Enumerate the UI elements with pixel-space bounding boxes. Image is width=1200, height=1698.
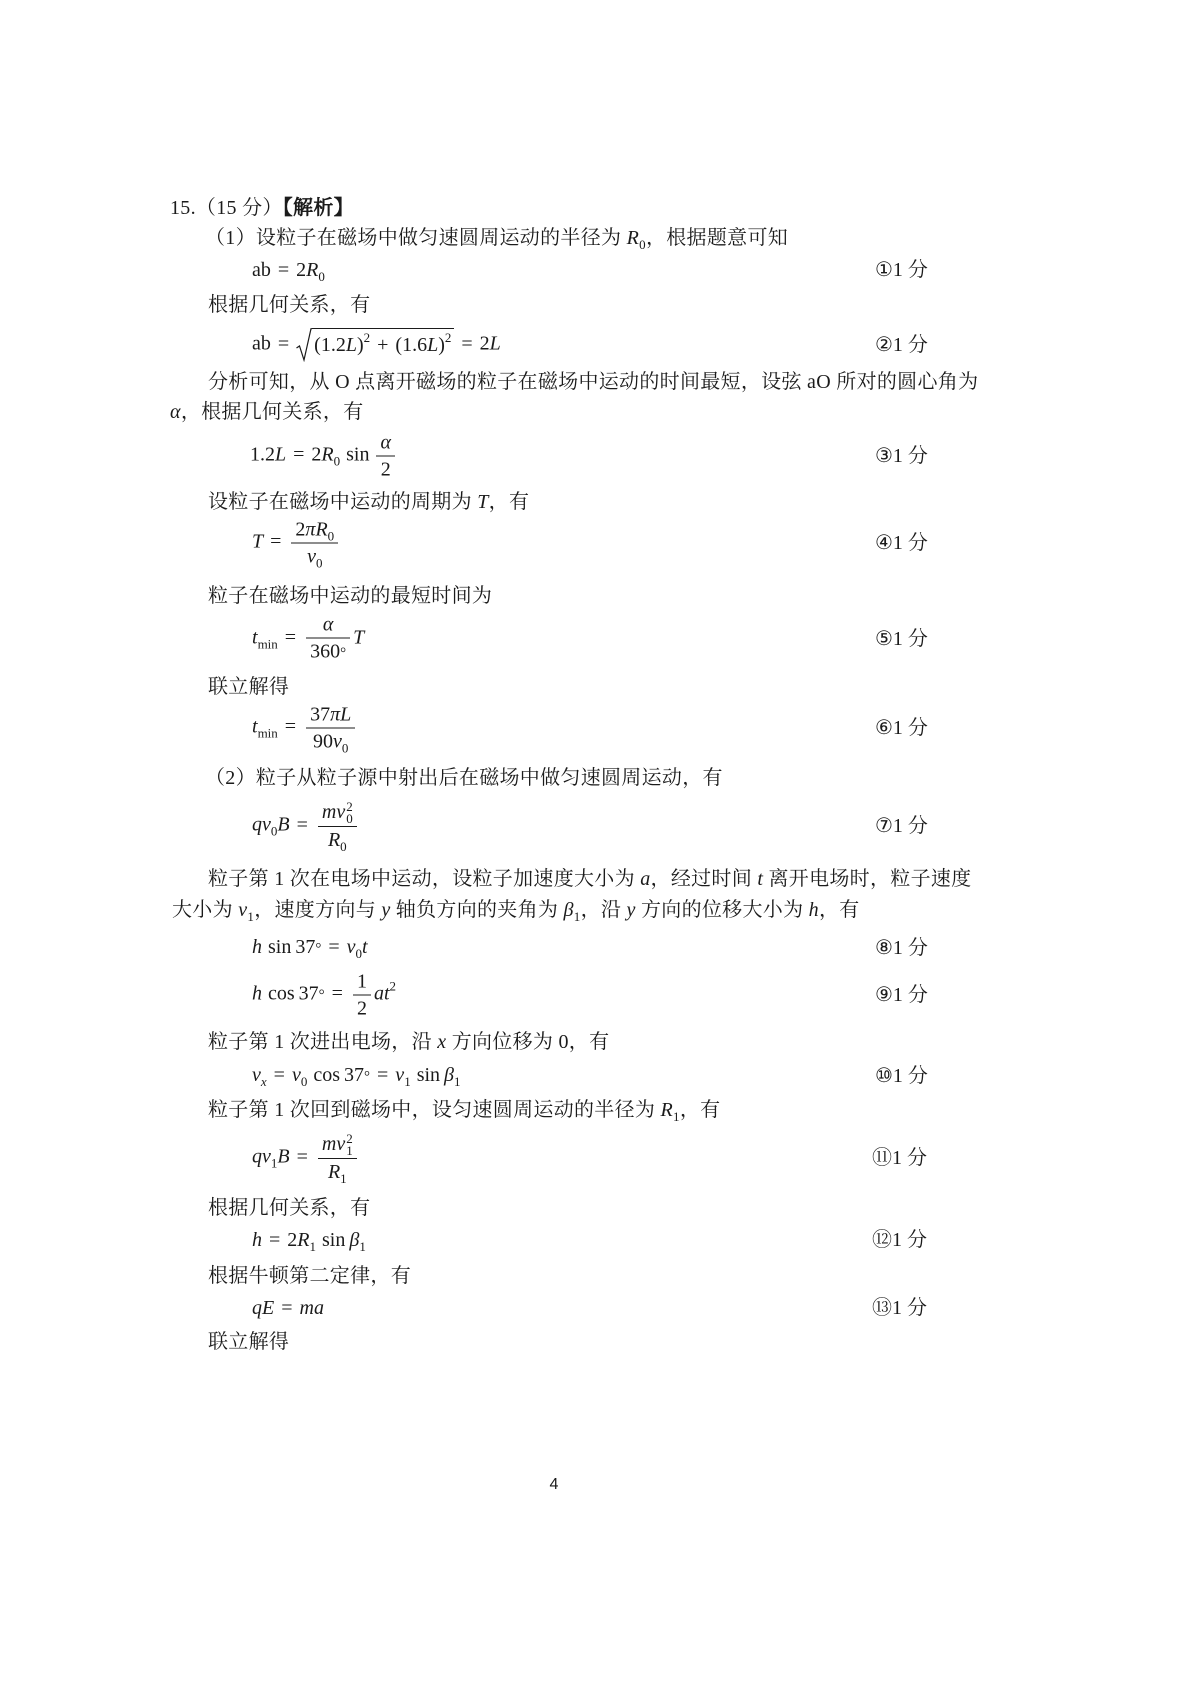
equation-5 <box>252 613 364 666</box>
intro-tail: ，根据题意可知 <box>645 227 789 249</box>
numerator <box>306 613 350 639</box>
score-mark-12: ⑫1 分 <box>872 1229 927 1251</box>
degree-sign: ° <box>315 941 322 957</box>
radius-variable: R <box>626 227 640 249</box>
note-text: 离开电场时，粒子速度 <box>763 868 972 890</box>
beta-variable: β <box>444 1064 454 1086</box>
denominator <box>306 639 350 666</box>
number: 2 <box>380 458 391 481</box>
velocity-variable: v <box>336 1133 346 1155</box>
velocity-variable: v <box>262 1145 271 1168</box>
equals-sign: = <box>277 332 290 355</box>
chord-ab: ab <box>252 259 271 281</box>
subscript: 1 <box>573 909 581 924</box>
axis-variable: y <box>626 899 636 921</box>
period-variable: T <box>353 626 365 649</box>
parenthesis: ) <box>356 334 364 356</box>
score-mark-4: ④1 分 <box>875 532 928 554</box>
geometry-note: 根据几何关系，有 <box>208 294 371 316</box>
equals-sign: = <box>328 936 340 958</box>
parenthesis-term: (1.6 <box>395 334 428 356</box>
score-mark-7: ⑦1 分 <box>875 815 928 837</box>
score-mark-6: ⑥1 分 <box>875 717 928 739</box>
fraction <box>353 970 371 1021</box>
acceleration-time-term: at <box>373 982 390 1005</box>
superscript-subscript <box>346 1133 353 1157</box>
analysis-tail: ，根据几何关系，有 <box>180 401 364 423</box>
function-cos: cos <box>313 1064 341 1086</box>
score-mark-5: ⑤1 分 <box>875 628 928 650</box>
angle-variable: α <box>170 401 181 423</box>
velocity-variable: v <box>346 936 356 958</box>
superscript: 2 <box>363 330 371 345</box>
velocity-variable: v <box>252 1064 261 1086</box>
numerator <box>318 1132 357 1159</box>
mass-variable: m <box>321 1133 337 1155</box>
fraction <box>318 800 357 852</box>
solve-note: 联立解得 <box>208 676 290 698</box>
radicand <box>312 328 454 362</box>
equals-sign: = <box>284 626 297 649</box>
subscript: 0 <box>333 453 341 469</box>
angle-value: 37 <box>298 982 319 1005</box>
score-mark-10: ⑩1 分 <box>875 1065 928 1087</box>
field-variable: B <box>277 813 290 836</box>
subscript: 0 <box>315 555 323 571</box>
period-text: 设粒子在磁场中运动的周期为 <box>208 491 478 513</box>
note-text: 大小为 <box>172 899 239 921</box>
time-variable: t <box>252 626 258 649</box>
acceleration-variable: a <box>640 868 651 890</box>
displacement-variable: h <box>808 899 819 921</box>
subscript: 1 <box>309 1239 316 1254</box>
subscript: 0 <box>346 811 353 826</box>
function-sin: sin <box>322 1229 346 1251</box>
axis-variable: x <box>437 1031 447 1053</box>
coefficient: 2 <box>479 332 490 355</box>
score-mark-1: ①1 分 <box>875 259 928 281</box>
function-sin: sin <box>268 936 292 958</box>
equation-12 <box>252 1227 366 1253</box>
number: 2 <box>356 997 367 1020</box>
superscript: 2 <box>444 330 452 345</box>
superscript: 2 <box>389 978 397 994</box>
equation-8 <box>252 934 368 962</box>
numerator <box>376 431 395 457</box>
note-text: ，经过时间 <box>650 868 758 890</box>
note-text: ，沿 <box>580 899 627 921</box>
equation-4 <box>252 518 341 569</box>
numerator <box>318 800 357 827</box>
period-tail: ，有 <box>488 491 530 513</box>
subscript: 0 <box>327 528 335 544</box>
note-text: 粒子第 1 次进出电场，沿 <box>208 1031 438 1053</box>
subscript: 0 <box>355 946 363 961</box>
subscript: 0 <box>300 1074 308 1089</box>
number: 1 <box>356 970 367 993</box>
subscript: 0 <box>318 269 325 284</box>
length-variable: L <box>345 334 357 356</box>
equals-sign: = <box>281 1297 293 1319</box>
degree-sign: ° <box>318 987 325 1004</box>
charge-variable: q <box>252 813 262 836</box>
subscript-min: min <box>257 725 278 741</box>
score-mark-2: ②1 分 <box>875 334 928 356</box>
equation-1 <box>252 257 325 283</box>
note-tail: 方向位移为 0，有 <box>446 1031 610 1053</box>
force-term: qE <box>252 1297 275 1319</box>
equation-9 <box>252 970 396 1021</box>
question-heading <box>170 195 354 221</box>
equation-11 <box>252 1132 360 1184</box>
time-variable: t <box>252 715 258 738</box>
score-mark-11: ⑪1 分 <box>872 1147 927 1169</box>
subscript-min: min <box>257 636 278 652</box>
analysis-line-2 <box>170 399 364 425</box>
radius-variable: R <box>321 443 334 466</box>
note-text: 粒子第 1 次在电场中运动，设粒子加速度大小为 <box>208 868 641 890</box>
angle-value: 37 <box>295 936 316 958</box>
min-time-note: 粒子在磁场中运动的最短时间为 <box>208 585 493 607</box>
numerator <box>291 518 338 544</box>
fraction <box>376 431 395 482</box>
equals-sign: = <box>284 715 297 738</box>
coefficient: 2 <box>287 1229 298 1251</box>
length-variable: L <box>427 334 439 356</box>
charge-variable: q <box>252 1145 262 1168</box>
note-text: 轴负方向的夹角为 <box>390 899 564 921</box>
question-number: 15. <box>170 197 196 219</box>
superscript-subscript <box>346 801 353 825</box>
x-displacement-note <box>208 1029 609 1055</box>
fraction <box>318 1132 357 1184</box>
coefficient: 90 <box>312 730 333 753</box>
degree-sign: ° <box>340 645 347 662</box>
numerator <box>306 703 355 729</box>
equation-13 <box>252 1295 324 1321</box>
radius-variable: R <box>327 1161 341 1183</box>
score-mark-8: ⑧1 分 <box>875 937 928 959</box>
solve-note-2: 联立解得 <box>208 1331 290 1353</box>
equals-sign: = <box>331 982 343 1005</box>
number: 1.2 <box>250 443 275 466</box>
subscript: 0 <box>340 839 347 854</box>
subscript: 0 <box>270 823 278 839</box>
subscript: 0 <box>341 740 349 756</box>
equation-6 <box>252 703 358 754</box>
equation-10 <box>252 1062 461 1090</box>
function-sin: sin <box>346 443 370 466</box>
field-variable: B <box>277 1145 290 1168</box>
question-total-score: （15 分） <box>195 197 283 219</box>
note-tail: ，有 <box>679 1099 721 1121</box>
velocity-variable: v <box>307 545 316 568</box>
coefficient: 2 <box>296 259 307 281</box>
equals-sign: = <box>296 813 308 836</box>
parenthesis-term: (1.2 <box>314 334 346 356</box>
subscript: 0 <box>639 237 646 252</box>
fraction <box>306 703 355 754</box>
part1-intro <box>205 225 788 251</box>
length-variable: L <box>340 703 352 726</box>
equals-sign: = <box>296 1145 308 1168</box>
superscript: 2 <box>346 799 353 814</box>
displacement-variable: h <box>252 982 262 1005</box>
geometry-note-2: 根据几何关系，有 <box>208 1197 371 1219</box>
return-note <box>208 1097 720 1123</box>
length-variable: L <box>275 443 287 466</box>
note-text: 方向的位移大小为 <box>635 899 809 921</box>
note-text: ，速度方向与 <box>254 899 382 921</box>
fraction <box>291 518 338 569</box>
radius-variable: R <box>327 829 341 851</box>
equals-sign: = <box>269 1229 281 1251</box>
square-root-sign <box>296 328 312 362</box>
subscript: 1 <box>359 1239 366 1254</box>
equation-2 <box>252 328 501 362</box>
denominator <box>306 729 355 754</box>
parenthesis: ) <box>438 334 445 356</box>
score-mark-9: ⑨1 分 <box>875 984 928 1006</box>
axis-variable: y <box>381 899 391 921</box>
subscript: 1 <box>340 1171 347 1186</box>
velocity-variable: v <box>238 899 248 921</box>
denominator <box>318 1159 357 1184</box>
velocity-variable: v <box>332 730 342 753</box>
velocity-variable: v <box>336 801 346 823</box>
radius-variable: R <box>660 1099 674 1121</box>
score-mark-13: ⑬1 分 <box>872 1297 927 1319</box>
pi-symbol: π <box>305 518 316 541</box>
square-root <box>296 328 454 362</box>
note-text: ，有 <box>818 899 860 921</box>
radius-variable: R <box>297 1229 310 1251</box>
velocity-variable: v <box>395 1064 405 1086</box>
subscript: 1 <box>247 909 255 924</box>
denominator <box>353 996 371 1021</box>
subscript: 1 <box>346 1143 353 1158</box>
angle-value: 37 <box>344 1064 365 1086</box>
velocity-variable: v <box>262 813 271 836</box>
length-variable: L <box>489 332 501 355</box>
analysis-label: 【解析】 <box>282 197 354 219</box>
equation-7 <box>252 800 360 852</box>
subscript: 1 <box>673 1109 680 1124</box>
equals-sign: = <box>461 332 473 355</box>
subscript: 1 <box>454 1074 461 1089</box>
note-text: 粒子第 1 次回到磁场中，设匀速圆周运动的半径为 <box>208 1099 661 1121</box>
superscript: 2 <box>346 1131 353 1146</box>
equals-sign: = <box>270 530 282 553</box>
coefficient: 2 <box>295 518 306 541</box>
period-variable: T <box>252 530 264 553</box>
page-number: 4 <box>549 1476 559 1493</box>
score-mark-3: ③1 分 <box>875 445 928 467</box>
equals-sign: = <box>277 259 290 281</box>
denominator <box>376 457 395 482</box>
mass-acceleration-term: ma <box>299 1297 324 1319</box>
time-variable: t <box>757 868 764 890</box>
period-variable: T <box>477 491 489 513</box>
beta-variable: β <box>349 1229 360 1251</box>
angle-variable: α <box>380 431 391 454</box>
newton-note: 根据牛顿第二定律，有 <box>208 1265 411 1287</box>
fraction <box>306 613 350 666</box>
denominator <box>291 544 338 569</box>
coefficient: 37 <box>310 703 331 726</box>
velocity-variable: v <box>291 1064 301 1086</box>
displacement-variable: h <box>252 1229 262 1251</box>
equals-sign: = <box>293 443 305 466</box>
chord-ab: ab <box>252 332 271 355</box>
angle-variable: α <box>322 613 334 636</box>
function-sin: sin <box>416 1064 441 1086</box>
pi-symbol: π <box>330 703 341 726</box>
displacement-variable: h <box>252 936 262 958</box>
plus-sign: + <box>377 334 389 356</box>
function-cos: cos <box>268 982 295 1005</box>
subscript: 1 <box>404 1074 411 1089</box>
coefficient: 2 <box>311 443 322 466</box>
numerator <box>353 970 371 996</box>
subscript: 1 <box>270 1155 278 1171</box>
subscript: x <box>260 1074 267 1089</box>
equation-3 <box>250 431 398 482</box>
electric-note-line-1 <box>208 866 972 892</box>
time-variable: t <box>362 936 368 958</box>
denominator <box>318 827 357 852</box>
degree-sign: ° <box>364 1069 371 1085</box>
analysis-line-1: 分析可知，从 O 点离开磁场的粒子在磁场中运动的时间最短，设弦 aO 所对的圆心角为 <box>208 371 979 393</box>
radius-variable: R <box>315 518 328 541</box>
period-note <box>208 489 529 515</box>
electric-note-line-2 <box>172 897 860 923</box>
beta-variable: β <box>563 899 574 921</box>
part2-intro: （2）粒子从粒子源中射出后在磁场中做匀速圆周运动，有 <box>205 767 723 789</box>
intro-text: （1）设粒子在磁场中做匀速圆周运动的半径为 <box>205 227 627 249</box>
radius-variable: R <box>306 259 319 281</box>
equals-sign: = <box>377 1064 389 1086</box>
number: 360 <box>310 640 341 663</box>
equals-sign: = <box>273 1064 285 1086</box>
mass-variable: m <box>321 801 337 823</box>
